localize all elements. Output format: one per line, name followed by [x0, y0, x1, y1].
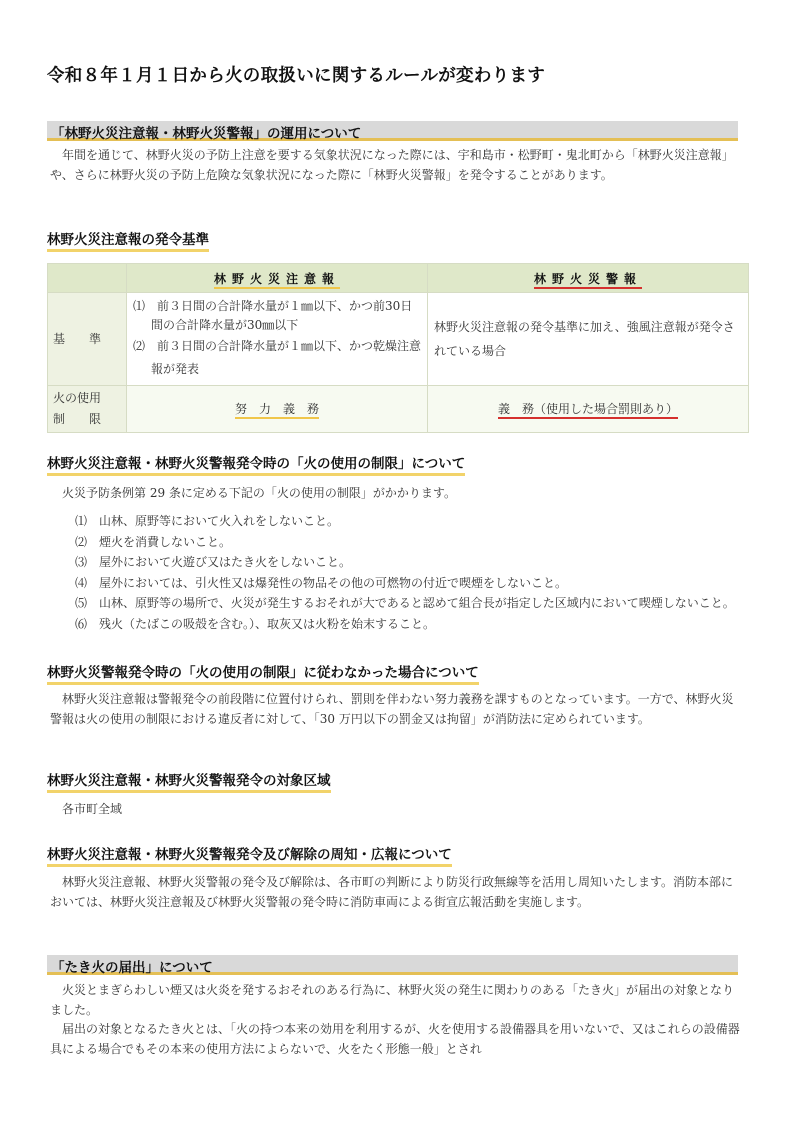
list-item: ⑴ 山林、原野等において火入れをしないこと。 — [75, 514, 340, 528]
restrictions-intro: 火災予防条例第 29 条に定める下記の「火の使用の制限」がかかります。 — [62, 486, 456, 500]
restrictions-list — [75, 511, 745, 634]
table-row-fire-restriction — [48, 386, 749, 433]
publicity-paragraph: 林野火災注意報、林野火災警報の発令及び解除は、各市町の判断により防災行政無線等を活用し周知いたします。消防本部においては、林野火災注意報及び林野火災警報の発令時に消防車両による街宣広報活動を実施します。 — [50, 875, 734, 909]
list-item: ⑶ 屋外において火遊び又はたき火をしないこと。 — [75, 555, 352, 569]
row-label-fire-restriction: 火の使用 制 限 — [48, 386, 127, 433]
row-label-criteria: 基 準 — [48, 293, 127, 386]
list-item: ⑵ 煙火を消費しないこと。 — [75, 534, 232, 549]
bonfire-paragraphs: 火災とまぎらわしい煙又は火炎を発するおそれのある行為に、林野火災の発生に関わりのある「たき火」が届出の対象となりました。 届出の対象となるたき火とは、「火の持つ本来の効用を利用するが、火を使用する設備器具を用いないで、又はこれらの設備器具による場合でもその本来の使用方法によらないで、火をたく形態一般」とされ — [50, 983, 740, 1056]
penalty-paragraph: 林野火災注意報は警報発令の前段階に位置付けられ、罰則を伴わない努力義務を課すものとなっています。一方で、林野火災警報は火の使用の制限における違反者に対して、「30 万円以下の罰金又は拘留」が消防法に定められています。 — [50, 692, 734, 726]
section-band-operation — [47, 121, 738, 141]
advisory-criteria-cell: ⑴ 前３日間の合計降水量が１㎜以下、かつ前30日間の合計降水量が30㎜以下 ⑵ 前３日間の合計降水量が１㎜以下、かつ乾燥注意報が発表 — [127, 293, 428, 386]
list-item: ⑹ 残火（たばこの吸殻を含む。）、取灰又は火粉を始末すること。 — [75, 616, 436, 631]
table-header-row — [48, 264, 749, 293]
col-header-advisory: 林野火災注意報 — [127, 264, 428, 293]
section-heading-bonfire: 「たき火の届出」について — [51, 960, 213, 976]
warning-criteria-cell: 林野火災注意報の発令基準に加え、強風注意報が発令されている場合 — [428, 293, 749, 386]
list-item: ⑷ 屋外においては、引火性又は爆発性の物品その他の可燃物の付近で喫煙をしないこと。 — [75, 575, 568, 590]
page-title: 令和８年１月１日から火の取扱いに関するルールが変わります — [47, 66, 546, 86]
advisory-restriction-cell: 努 力 義 務 — [127, 386, 428, 433]
criteria-heading: 林野火災注意報の発令基準 — [47, 232, 209, 252]
area-heading: 林野火災注意報・林野火災警報発令の対象区域 — [47, 773, 331, 793]
section-heading-operation: 「林野火災注意報・林野火災警報」の運用について — [51, 126, 362, 142]
table-corner-cell — [48, 264, 127, 293]
penalty-heading: 林野火災警報発令時の「火の使用の制限」に従わなかった場合について — [47, 665, 479, 685]
section-band-bonfire — [47, 955, 738, 975]
publicity-heading: 林野火災注意報・林野火災警報発令及び解除の周知・広報について — [47, 847, 452, 867]
criteria-table — [47, 263, 749, 433]
list-item: ⑸ 山林、原野等の場所で、火災が発生するおそれが大であると認めて組合長が指定した区域内において喫煙しないこと。 — [75, 596, 735, 610]
table-row-criteria — [48, 293, 749, 386]
restrictions-heading: 林野火災注意報・林野火災警報発令時の「火の使用の制限」について — [47, 456, 465, 476]
col-header-warning: 林野火災警報 — [428, 264, 749, 293]
operation-paragraph: 年間を通じて、林野火災の予防上注意を要する気象状況になった際には、宇和島市・松野町・鬼北町から「林野火災注意報」や、さらに林野火災の予防上危険な気象状況になった際に「林野火災警報」を発令することがあります。 — [50, 148, 734, 182]
warning-restriction-cell: 義 務（使用した場合罰則あり） — [428, 386, 749, 433]
area-text: 各市町全域 — [62, 802, 123, 816]
